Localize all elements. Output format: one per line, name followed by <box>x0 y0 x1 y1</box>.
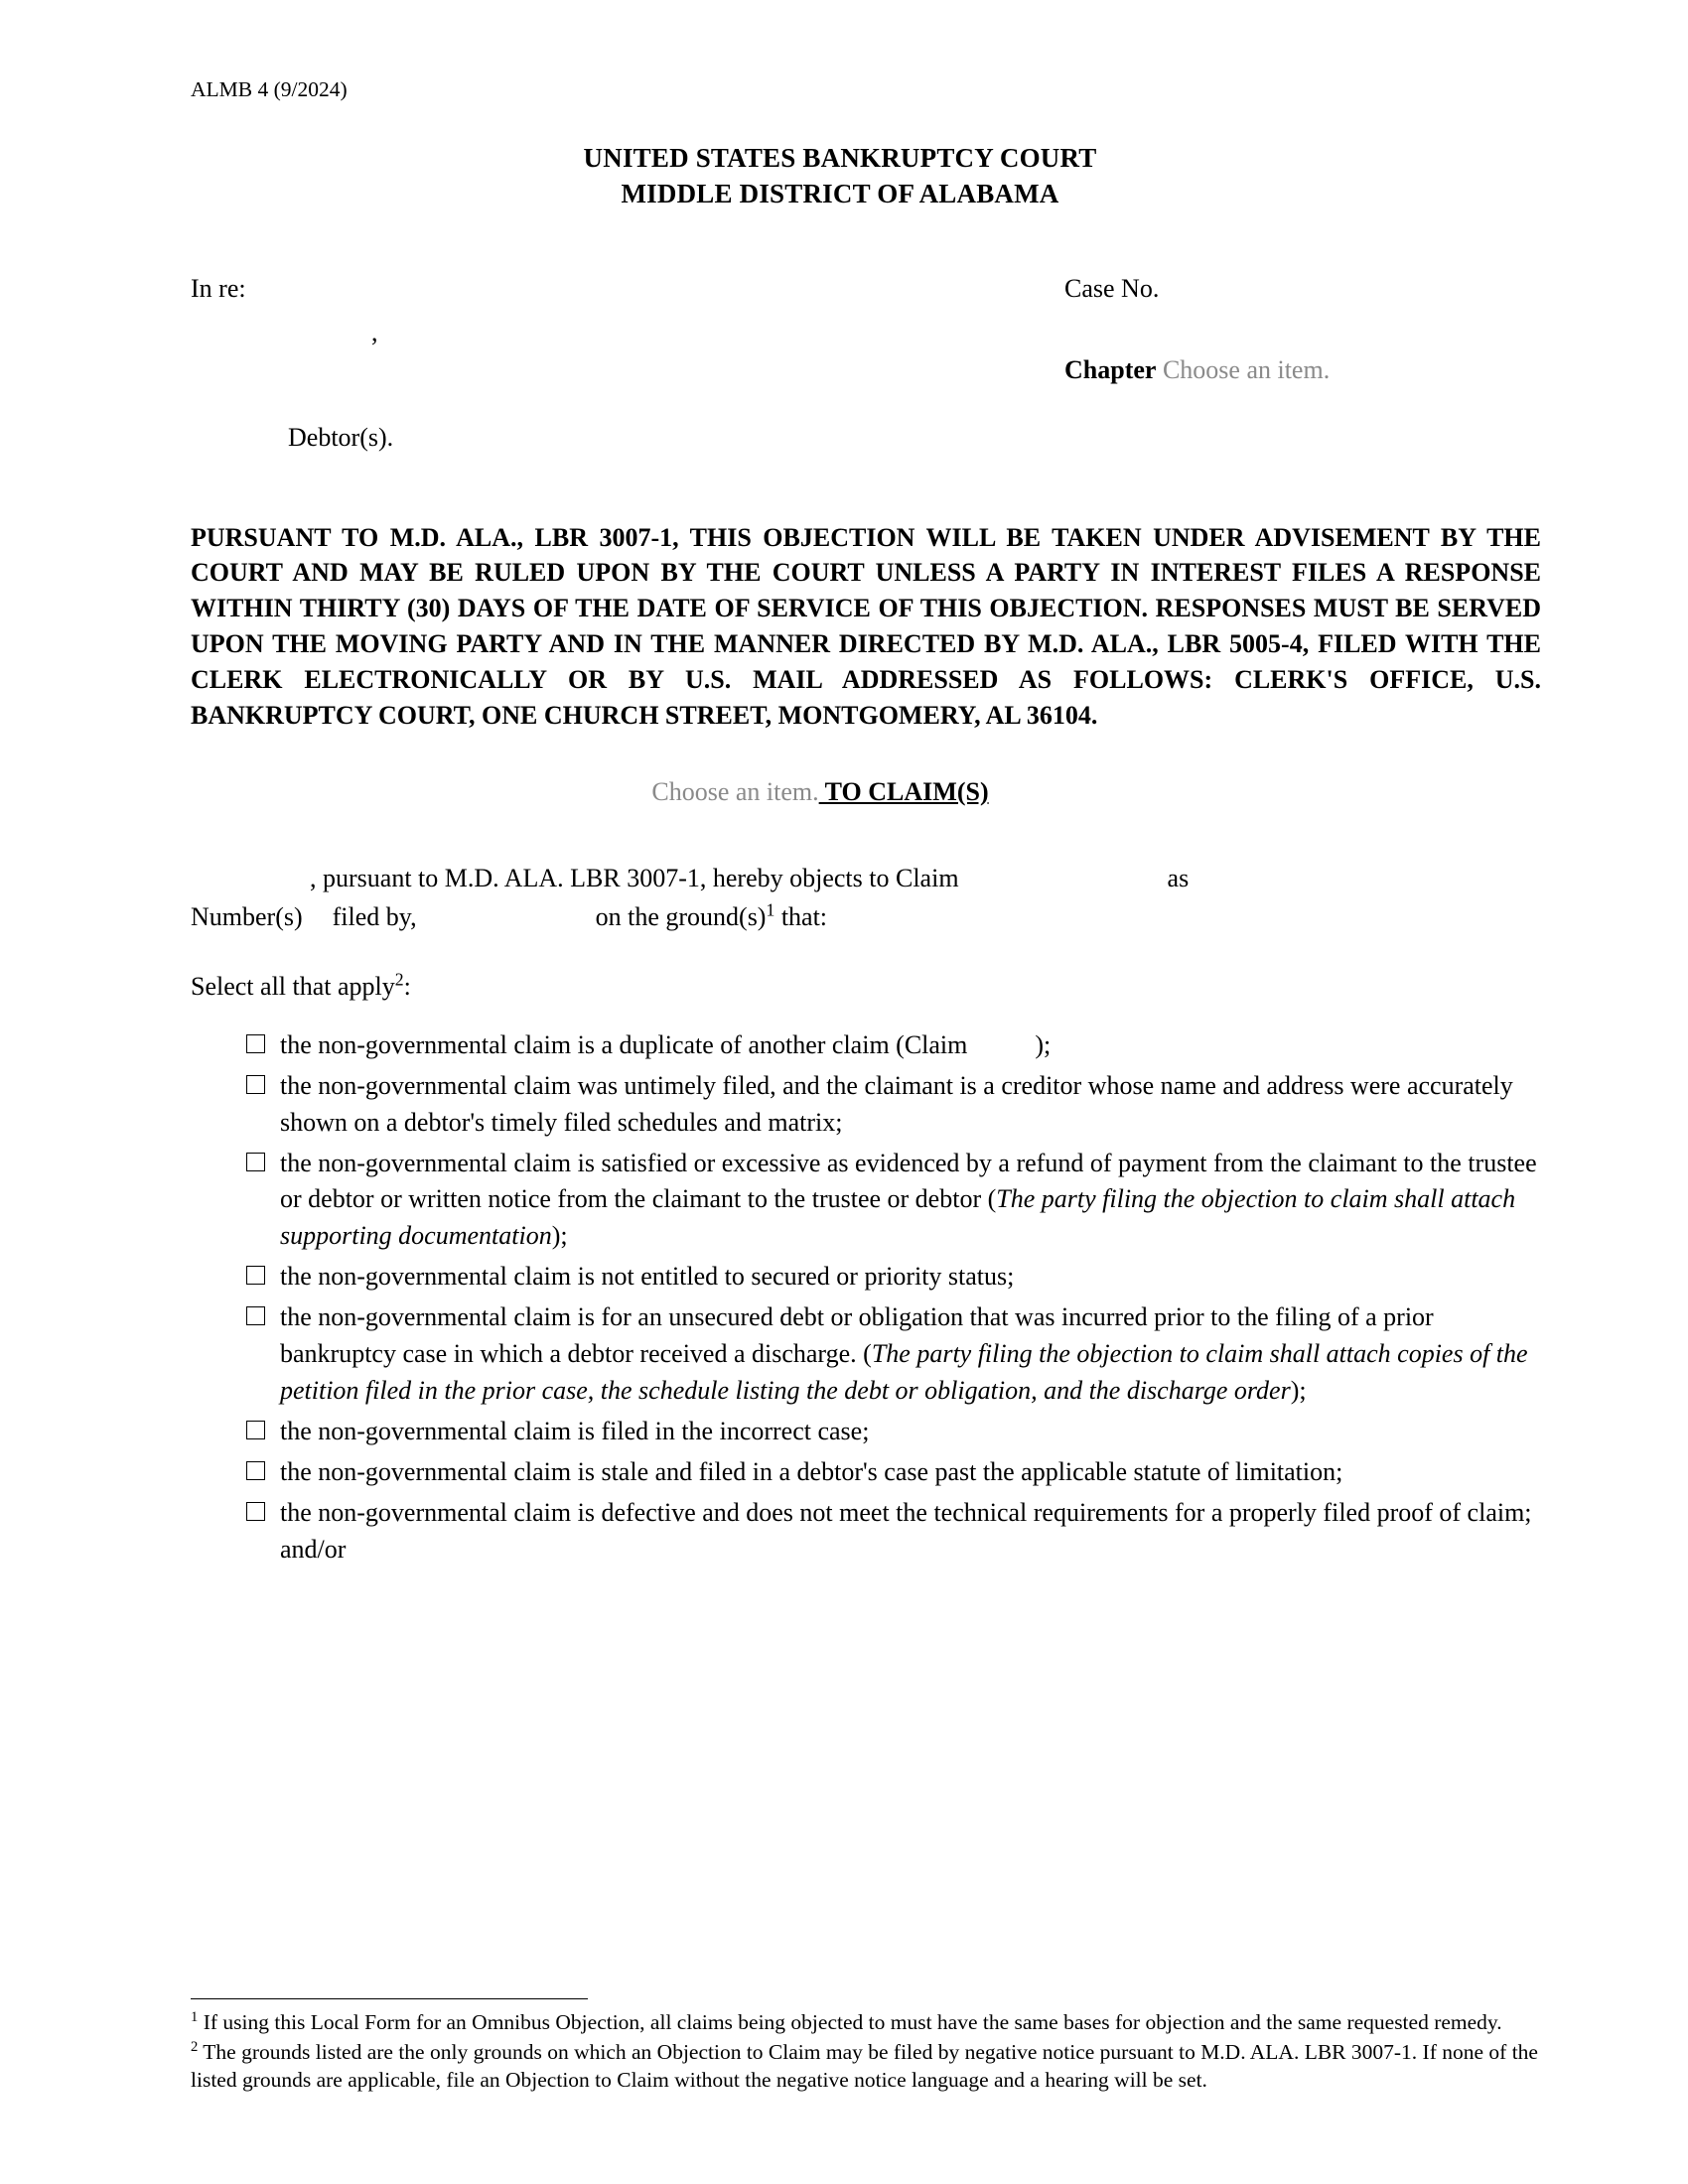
checkbox-icon[interactable] <box>246 1034 265 1053</box>
chapter-row <box>1064 355 1330 385</box>
objection-title <box>191 777 1549 807</box>
court-title-line2: MIDDLE DISTRICT OF ALABAMA <box>621 178 1059 208</box>
footnote <box>191 2039 1549 2095</box>
intro-paragraph <box>191 859 1549 936</box>
footnote-text: If using this Local Form for an Omnibus Objection, all claims being objected to must have the same bases for objection and the same requested remedy. <box>198 2010 1502 2035</box>
ground-item <box>191 1068 1549 1142</box>
in-re-label: In re: <box>191 273 246 303</box>
court-title-line1: UNITED STATES BANKRUPTCY COURT <box>583 142 1097 173</box>
ground-text: ); <box>551 1221 568 1251</box>
ground-text: ); <box>1290 1376 1307 1406</box>
footnote-marker-1: 1 <box>766 899 775 920</box>
select-all-text: Select all that apply <box>191 971 395 1001</box>
ground-item <box>191 1495 1549 1569</box>
ground-text: the non-governmental claim is filed in the incorrect case; <box>280 1416 870 1445</box>
case-caption <box>191 274 1549 482</box>
footnote-divider <box>191 1998 588 1999</box>
intro-filed-by: filed by, <box>332 901 417 931</box>
ground-text: the non-governmental claim is satisfied or excessive as evidenced by a refund of payment from the claimant to the trustee or debtor or written notice from the claimant to the trustee or debtor ( <box>280 1148 1537 1214</box>
footnote-number: 2 <box>191 2038 199 2055</box>
ground-text: the non-governmental claim is for an unsecured debt or obligation that was incurred prior to the filing of a prior bankruptcy case in which a debtor received a discharge. ( <box>280 1302 1434 1369</box>
ground-text: ); <box>1035 1029 1052 1059</box>
ground-item <box>191 1414 1549 1450</box>
select-all-colon: : <box>403 971 411 1001</box>
ground-item <box>191 1299 1549 1410</box>
intro-number-label: Number(s) <box>191 901 303 931</box>
footnote-number: 1 <box>191 2009 199 2026</box>
footnote <box>191 2009 1549 2037</box>
checkbox-icon[interactable] <box>246 1461 265 1480</box>
intro-that: that: <box>780 901 828 931</box>
checkbox-icon[interactable] <box>246 1153 265 1171</box>
footnotes <box>191 1998 1549 2097</box>
objection-title-claims: TO CLAIM(S) <box>818 776 989 806</box>
chapter-label: Chapter <box>1064 354 1157 384</box>
case-number-label[interactable]: Case No. <box>1064 273 1160 303</box>
debtor-name-field[interactable]: , <box>371 317 378 346</box>
checkbox-icon[interactable] <box>246 1266 265 1285</box>
ground-text: the non-governmental claim is defective and does not meet the technical requirements for a properly filed proof of claim; and/or <box>280 1497 1532 1564</box>
intro-as: as <box>1167 863 1190 892</box>
ground-note: The party filing the objection to claim shall attach supporting documentation <box>280 1184 1516 1251</box>
notice-paragraph: PURSUANT TO M.D. ALA., LBR 3007-1, THIS OBJECTION WILL BE TAKEN UNDER ADVISEMENT BY THE COURT AND MAY BE RULED UPON BY THE COURT UNLESS A PARTY IN INTEREST FILES A RESPONSE WITHIN THIRTY (30) DAYS OF THE DATE OF SERVICE OF THIS OBJECTION. RESPONSES MUST BE SERVED UPON THE MOVING PARTY AND IN THE MANNER DIRECTED BY M.D. ALA., LBR 5005-4, FILED WITH THE CLERK ELECTRONICALLY OR BY U.S. MAIL ADDRESSED AS FOLLOWS: CLERK'S OFFICE, U.S. BANKRUPTCY COURT, ONE CHURCH STREET, MONTGOMERY, AL 36104. <box>191 522 1541 730</box>
objection-type-dropdown[interactable]: Choose an item. <box>651 776 819 806</box>
grounds-list <box>191 1027 1549 1569</box>
footnote-text: The grounds listed are the only grounds on which an Objection to Claim may be filed by negative notice pursuant to M.D. ALA. LBR 3007-1. If none of the listed grounds are applicable, file an Objection to Claim without the negative notice language and a hearing will be set. <box>191 2040 1538 2093</box>
intro-grounds: on the ground(s) <box>595 901 767 931</box>
ground-item <box>191 1454 1549 1491</box>
form-code: ALMB 4 (9/2024) <box>191 77 348 101</box>
ground-text: the non-governmental claim is not entitled to secured or priority status; <box>280 1262 1015 1292</box>
checkbox-icon[interactable] <box>246 1421 265 1439</box>
ground-item <box>191 1027 1549 1064</box>
ground-item <box>191 1146 1549 1256</box>
checkbox-icon[interactable] <box>246 1306 265 1325</box>
ground-note: The party filing the objection to claim shall attach copies of the petition filed in the prior case, the schedule listing the debt or obligation, and the discharge order <box>280 1339 1528 1406</box>
ground-item <box>191 1259 1549 1296</box>
ground-text: the non-governmental claim was untimely filed, and the claimant is a creditor whose name and address were accurately shown on a debtor's timely filed schedules and matrix; <box>280 1070 1513 1137</box>
ground-text: the non-governmental claim is stale and filed in a debtor's case past the applicable statute of limitation; <box>280 1456 1343 1486</box>
select-all-line <box>191 969 1549 1002</box>
ground-text: the non-governmental claim is a duplicate of another claim (Claim <box>280 1029 968 1059</box>
checkbox-icon[interactable] <box>246 1075 265 1094</box>
intro-part1: , pursuant to M.D. ALA. LBR 3007-1, hereby objects to Claim <box>310 863 959 892</box>
checkbox-icon[interactable] <box>246 1502 265 1521</box>
footnote-marker-2: 2 <box>394 969 404 990</box>
chapter-dropdown[interactable]: Choose an item. <box>1162 354 1331 384</box>
debtor-label: Debtor(s). <box>288 422 394 452</box>
court-title <box>191 141 1549 212</box>
